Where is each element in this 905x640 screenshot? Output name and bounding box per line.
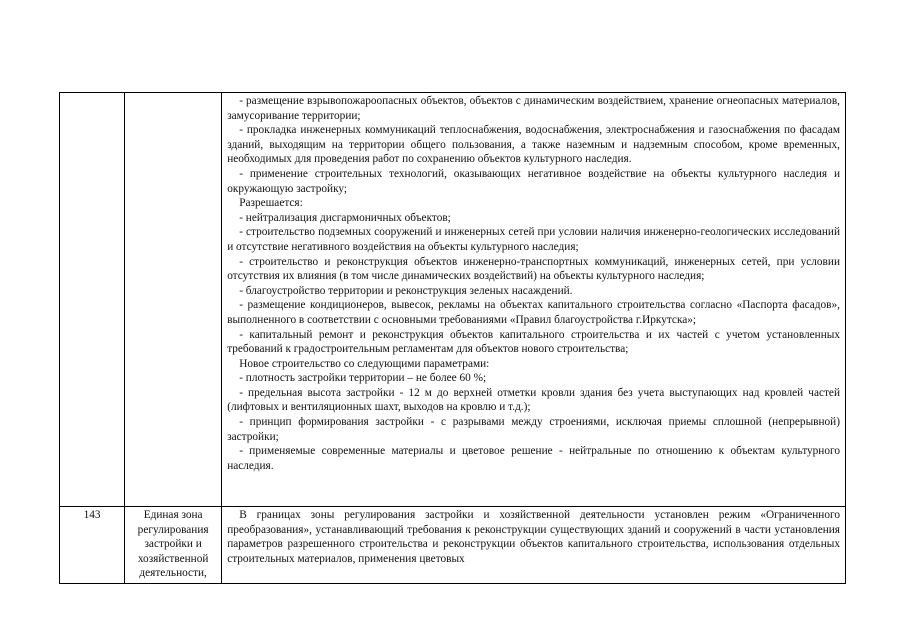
table-row [60, 93, 846, 507]
paragraph: Разрешается: [239, 197, 303, 210]
requirements-text [222, 93, 845, 474]
row-number [60, 93, 124, 94]
paragraph: - предельная высота застройки - 12 м до верхней отметки кровли здания без учета выступающих над кровлей частей (лифтовых и вентиляционных шахт, выходов на кровлю и т.д.); [227, 386, 840, 414]
paragraph: - применяемые современные материалы и цветовое решение - нейтральные по отношению к объектам культурного наследия. [227, 445, 840, 472]
row-number: 143 [83, 509, 101, 521]
paragraph: Новое строительство со следующими параметрами: [239, 357, 490, 370]
zone-name [125, 93, 221, 95]
paragraph: - строительство подземных сооружений и инженерных сетей при условии наличия инженерно-геологических исследований и отсутствие негативного воздействия на объекты культурного наследия; [227, 226, 840, 253]
regulations-table [59, 92, 846, 584]
requirements-cell [222, 507, 846, 584]
table-row [60, 507, 846, 584]
paragraph: - размещение кондиционеров, вывесок, рекламы на объектах капитального строительства согласно «Паспорта фасадов», выполненного в соответствии с основными требованиями «Правил благоустройства г.Иркутска»; [227, 299, 840, 326]
paragraph: В границах зоны регулирования застройки и хозяйственной деятельности установлен режим «Ограниченного преобразования», устанавливающий требования к реконструкции существующих зданий и сооружений в части установления параметров разрешенного строительства и реконструкции объектов капитального строительства, использования отдельных строительных материалов, применения цветовых [227, 509, 840, 565]
paragraph: - применение строительных технологий, оказывающих негативное воздействие на объекты культурного наследия и окружающую застройку; [227, 167, 840, 195]
paragraph: - капитальный ремонт и реконструкция объектов капитального строительства и их частей с учетом установленных требований к градостроительным регламентам для объектов нового строительства; [227, 328, 840, 356]
requirements-cell [222, 93, 846, 507]
paragraph: - нейтрализация дисгармоничных объектов; [239, 211, 451, 224]
zone-name-cell [125, 507, 222, 584]
zone-name-cell [125, 93, 222, 507]
row-number-cell [60, 93, 125, 507]
paragraph: - строительство и реконструкция объектов инженерно-транспортных коммуникаций, инженерных сетей, при условии отсутствия их влияния (в том числе динамических воздействий) на объекты культурного наследия; [227, 255, 840, 283]
paragraph: - прокладка инженерных коммуникаций теплоснабжения, водоснабжения, электроснабжения и газоснабжения по фасадам зданий, выходящим на территории общего пользования, а также наземным и надземным способом, кроме временных, необходимых для проведения работ по сохранению объектов культурного наследия. [227, 124, 840, 166]
paragraph: - плотность застройки территории – не более 60 %; [239, 372, 487, 385]
zone-name: Единая зона регулирования застройки и хозяйственной деятельности, [137, 509, 209, 580]
requirements-text [222, 507, 845, 567]
row-number-cell [60, 507, 125, 584]
paragraph: - благоустройство территории и реконструкция зеленых насаждений. [239, 284, 573, 297]
paragraph: - принцип формирования застройки - с разрывами между строениями, исключая приемы сплошной (непрерывной) застройки; [227, 416, 840, 443]
paragraph: - размещение взрывопожароопасных объектов, объектов с динамическим воздействием, хранение огнеопасных материалов, замусоривание территории; [227, 95, 840, 122]
